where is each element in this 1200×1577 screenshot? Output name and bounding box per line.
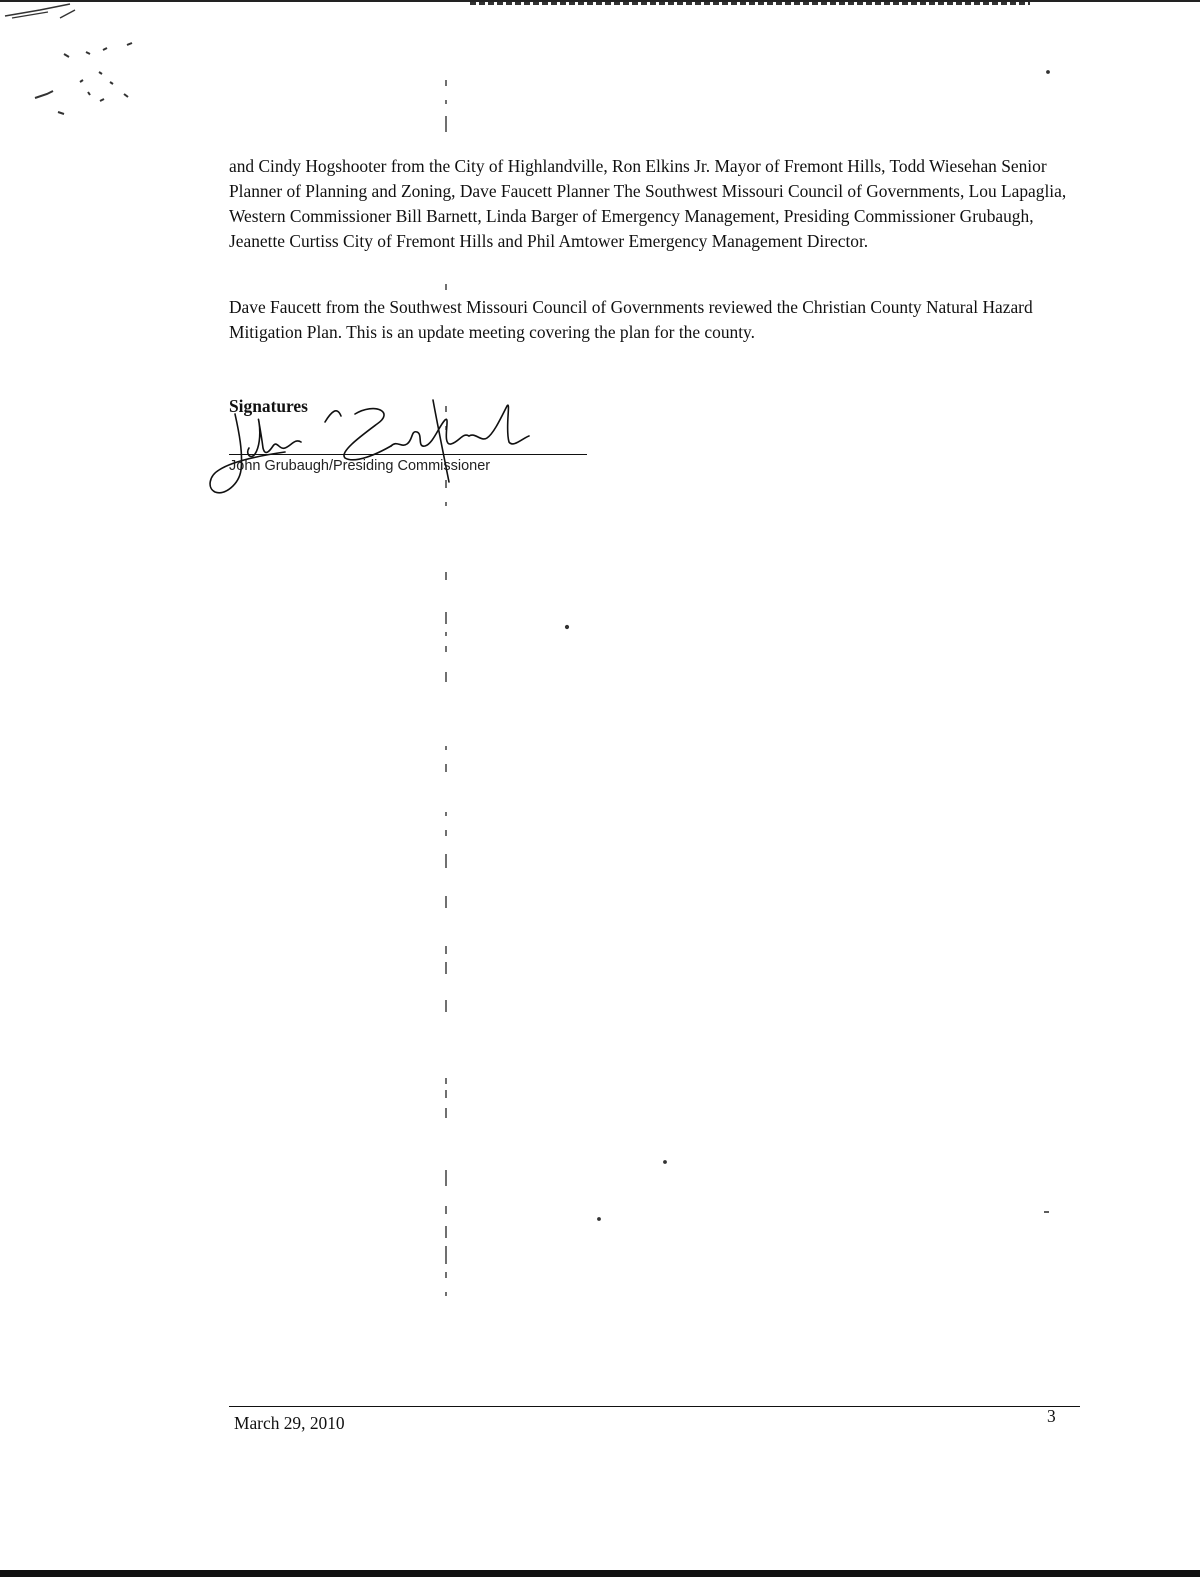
signatures-heading: Signatures [229,396,308,416]
footer-date: March 29, 2010 [234,1413,345,1433]
plan-review-paragraph: Dave Faucett from the Southwest Missouri Council of Governments reviewed the Christian County Natural Hazard Mitigation Plan. This is an update meeting covering the plan for the county. [229,297,1033,342]
handwritten-signature [205,392,565,504]
signature-caption: John Grubaugh/Presiding Commissioner [229,458,491,474]
scan-top-edge [0,0,1200,6]
page-number: 3 [1047,1406,1056,1426]
footer-rule [229,1406,1080,1407]
attendees-paragraph: and Cindy Hogshooter from the City of Highlandville, Ron Elkins Jr. Mayor of Fremont Hills, Todd Wiesehan Senior Planner of Planning and Zoning, Dave Faucett Planner The Southwest Missouri Council of Governments, Lou Lapaglia, Western Commissioner Bill Barnett, Linda Barger of Emergency Management, Presiding Commissioner Grubaugh, Jeanette Curtiss City of Fremont Hills and Phil Amtower Emergency Management Director. [229,156,1067,251]
scan-fold-line [443,78,449,1308]
scan-bottom-edge [0,1570,1200,1577]
